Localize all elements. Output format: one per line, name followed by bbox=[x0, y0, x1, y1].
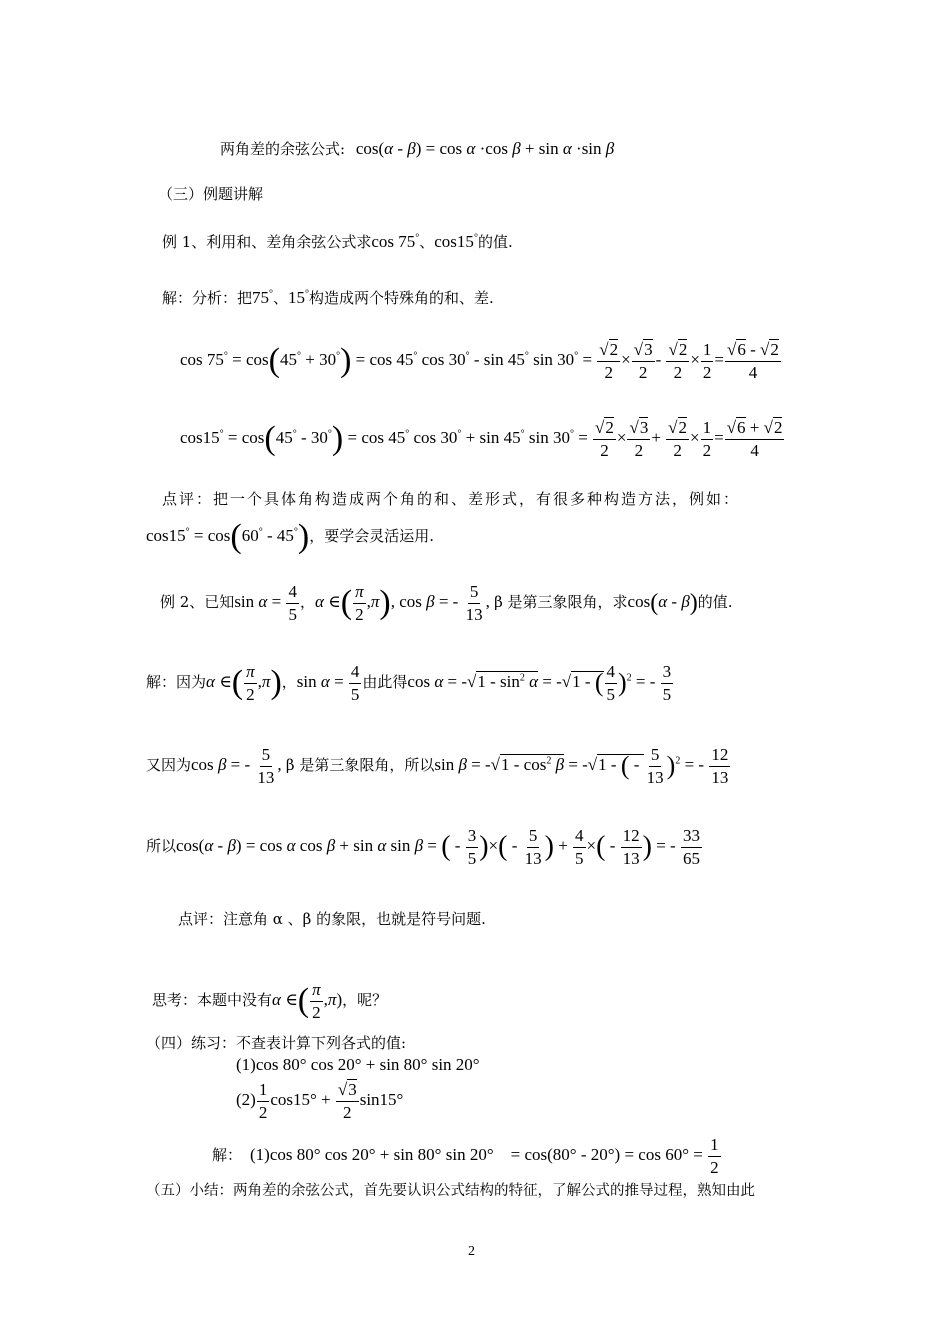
section-5-summary: （五）小结：两角差的余弦公式，首先要认识公式结构的特征，了解公式的推导过程，熟知由此 bbox=[146, 1183, 755, 1199]
exercise-1: (1)cos 80° cos 20° + sin 80° sin 20° bbox=[236, 1055, 480, 1074]
example-2: 例 2、已知sin α = $\frac{4}{5}$ ，α ∈( $\frac{\pi}{2}$ ,π), cos β = - $\frac{5}{13}$ , β 是第三象限角，求cos(α - β)的值. bbox=[160, 582, 733, 624]
solution-1-analysis: 解：分析：把75°、15°构造成两个特殊角的和、差. bbox=[162, 288, 494, 307]
difference-formula: cos(α - β) = cos α ·cos β + sin α ·sin β bbox=[355, 139, 615, 158]
think-question: 思考：本题中没有α ∈( $\frac{\pi}{2}$ ,π)，呢？ bbox=[152, 980, 388, 1022]
comment-1-line-1: 点评：把一个具体角构造成两个角的和、差形式，有很多种构造方法，例如： bbox=[162, 490, 741, 508]
exercise-answer: 解： (1)cos 80° cos 20° + sin 80° sin 20° = cos(80° - 20°) = cos 60° = $\frac{1}{2}$ bbox=[212, 1135, 719, 1177]
solution-2-result: 所以cos(α - β) = cos α cos β + sin α sin β = ( - $\frac{3}{5}$ )×( - $\frac{5}{13}$ ) + $\frac{4}{5}$ ×( - $\frac{12}{13}$ ) = - $\frac{33}{65}$ bbox=[146, 826, 700, 868]
section-4-heading: （四）练习：不查表计算下列各式的值: bbox=[146, 1034, 407, 1052]
equation-cos15: cos15° = cos(45° - 30°) = cos 45° cos 30° + sin 45° sin 30° = $\frac{√2}{2}$ × $\frac{√3}{2}$ + $\frac{√2}{2}$ × $\frac{1}{2}$ = $\frac{√6 + √2}{4}$ bbox=[180, 418, 783, 460]
section-3-heading: （三）例题讲解 bbox=[158, 185, 264, 203]
comment-1-line-2: cos15° = cos(60° - 45°)，要学会灵活运用. bbox=[146, 518, 435, 555]
formula-label: 两角差的余弦公式: bbox=[220, 140, 346, 158]
comment-2: 点评：注意角 α 、β 的象限，也就是符号问题. bbox=[178, 910, 486, 928]
formula-line bbox=[220, 140, 614, 157]
example-1: 例 1、利用和、差角余弦公式求cos 75°、cos15°的值. bbox=[162, 232, 513, 251]
page-number: 2 bbox=[468, 1244, 475, 1259]
equation-cos75: cos 75° = cos(45° + 30°) = cos 45° cos 30° - sin 45° sin 30° = $\frac{√2}{2}$ × $\frac{√3}{2}$ - $\frac{√2}{2}$ × $\frac{1}{2}$ = $\frac{√6 - √2}{4}$ bbox=[180, 340, 779, 382]
solution-2-sin-cos-alpha: 解：因为α ∈( $\frac{\pi}{2}$ ,π)，sin α = $\frac{4}{5}$ 由此得$\cos \alpha = -√1 - \sin^2 \alpha = -√1$ - ( $\frac{4}{5}$ )$^2$ = - $\frac{3}{5}$ bbox=[146, 662, 672, 704]
exercise-2: (2) $\frac{1}{2}$ cos15° + $\frac{√3}{2}$ sin15° bbox=[236, 1080, 404, 1122]
solution-2-sin-beta: 又因为cos β = - $\frac{5}{13}$ , β 是第三象限角，所以$\sin \beta = -√1 - \cos^2 \beta = -√1$ - ( - $\frac{5}{13}$ )$^2$ = - $\frac{12}{13}$ bbox=[146, 745, 729, 787]
